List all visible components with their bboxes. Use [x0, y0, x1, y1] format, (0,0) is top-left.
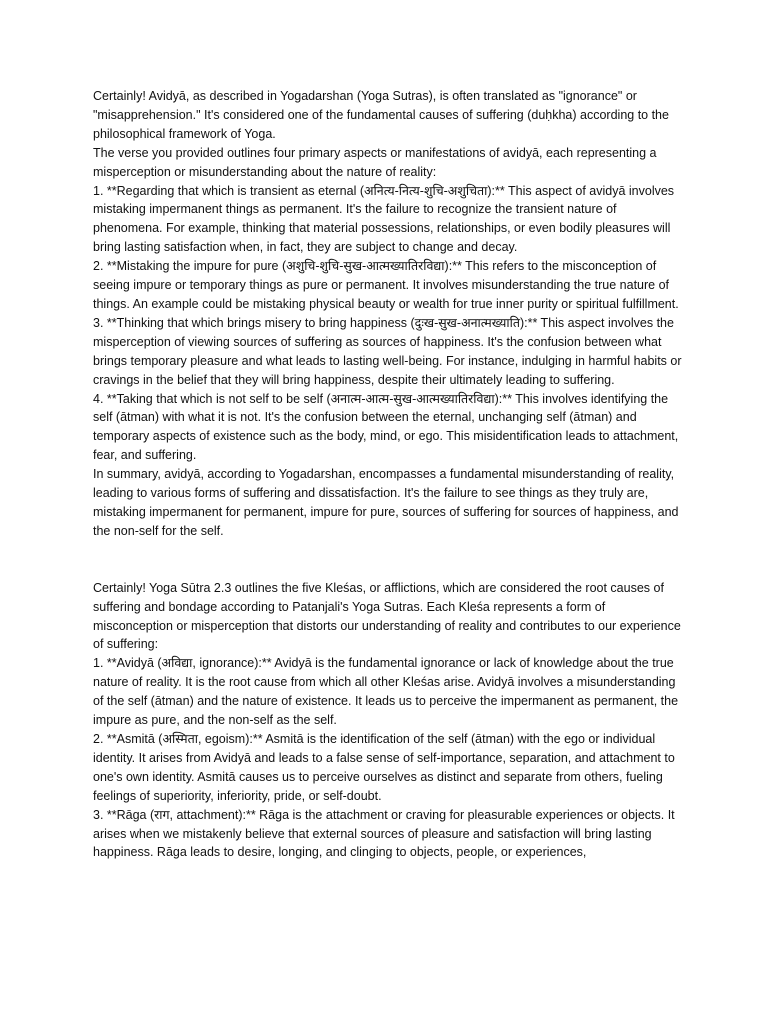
list-item: 4. **Taking that which is not self to be self (अनात्म-आत्म-सुख-आत्मख्यातिरविद्या):** This involves identifying the self (ātman) with what it is not. It's the confusion between the eternal, unchanging self (ātman) and temporary aspects of existence such as the body, mind, or ego. This misidentification leads to attachment, fear, and suffering.: [93, 391, 679, 463]
section-kleshas: [93, 579, 683, 863]
summary-paragraph: In summary, avidyā, according to Yogadarshan, encompasses a fundamental misunderstanding of reality, leading to various forms of suffering and dissatisfaction. It's the failure to see things as they truly are, mistaking impermanent for permanent, impure for pure, sources of suffering for sources of happiness, and the non-self for the self.: [93, 467, 679, 538]
list-item: 3. **Rāga (राग, attachment):** Rāga is the attachment or craving for pleasurable experiences or objects. It arises when we mistakenly believe that external sources of pleasure and satisfaction will bring lasting happiness. Rāga leads to desire, longing, and clinging to objects, people, or experiences,: [93, 807, 675, 860]
list-item: 2. **Mistaking the impure for pure (अशुचि-शुचि-सुख-आत्मख्यातिरविद्या):** This refers to the misconception of seeing impure or temporary things as pure or permanent. It involves misunderstanding the true nature of things. An example could be mistaking physical beauty or wealth for true inner purity or spiritual fulfillment.: [93, 259, 679, 311]
paragraph: Certainly! Avidyā, as described in Yogadarshan (Yoga Sutras), is often translated as "ignorance" or "misapprehension." It's considered one of the fundamental causes of suffering (duḥkha) according to the philosophical framework of Yoga.: [93, 89, 669, 141]
section-avidya: [93, 87, 683, 541]
list-item: 1. **Avidyā (अविद्या, ignorance):** Avidyā is the fundamental ignorance or lack of knowledge about the true nature of reality. It is the root cause from which all other Kleśas arise. Avidyā involves a misunderstanding of the self (ātman) and the nature of existence. It leads us to perceive the impermanent as permanent, the impure as pure, and the non-self as the self.: [93, 656, 679, 728]
paragraph: The verse you provided outlines four primary aspects or manifestations of avidyā, each representing a misperception or misunderstanding about the nature of reality:: [93, 145, 657, 179]
document-page: [93, 87, 683, 862]
list-item: 2. **Asmitā (अस्मिता, egoism):** Asmitā is the identification of the self (ātman) with the ego or individual identity. It arises from Avidyā and leads to a false sense of self-importance, separation, and attachment to one's own identity. Asmitā causes us to perceive ourselves as distinct and separate from others, fueling feelings of superiority, inferiority, pride, or self-doubt.: [93, 732, 675, 803]
paragraph: Certainly! Yoga Sūtra 2.3 outlines the five Kleśas, or afflictions, which are considered the root causes of suffering and bondage according to Patanjali's Yoga Sutras. Each Kleśa represents a form of misconception or misperception that distorts our understanding of reality and contributes to our experience of suffering:: [93, 580, 681, 652]
list-item: 1. **Regarding that which is transient as eternal (अनित्य-नित्य-शुचि-अशुचिता):** This aspect of avidyā involves mistaking impermanent things as permanent. It's the failure to recognize the transient nature of phenomena. For example, thinking that material possessions, relationships, or even bodily pleasures will bring lasting satisfaction when, in fact, they are subject to change and decay.: [93, 183, 675, 255]
list-item: 3. **Thinking that which brings misery to bring happiness (दुःख-सुख-अनात्मख्याति):** This aspect involves the misperception of viewing sources of suffering as sources of happiness. It's the confusion between what brings temporary pleasure and what leads to lasting well-being. For instance, indulging in harmful habits or cravings in the belief that they will bring happiness, despite their ultimately leading to suffering.: [93, 315, 682, 387]
